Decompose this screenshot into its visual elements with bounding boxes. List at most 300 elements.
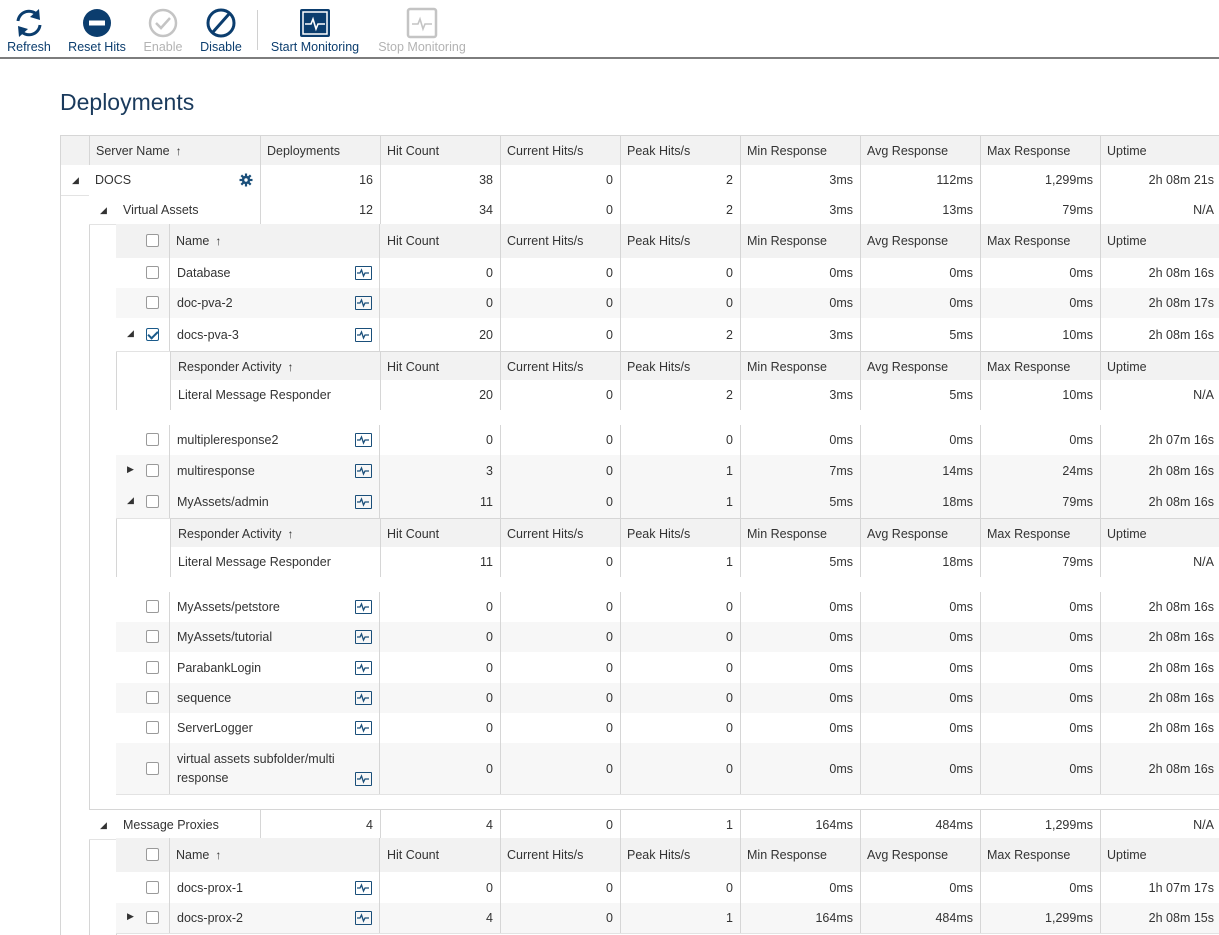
row-avg-response: 0ms xyxy=(860,592,981,622)
row-min-response: 0ms xyxy=(740,622,861,652)
row-hit-count: 4 xyxy=(380,903,501,933)
stop-monitoring-label: Stop Monitoring xyxy=(378,40,466,54)
row-name: MyAssets/admin xyxy=(177,495,269,509)
row-min-response: 0ms xyxy=(740,743,861,794)
row-name: docs-prox-1 xyxy=(177,880,243,895)
monitor-icon[interactable] xyxy=(355,495,372,509)
row-checkbox[interactable] xyxy=(146,328,159,341)
current-hits-header[interactable]: Current Hits/s xyxy=(500,838,621,872)
row-name-cell xyxy=(169,683,380,713)
row-peak-hits: 0 xyxy=(620,743,741,794)
row-checkbox[interactable] xyxy=(146,661,159,674)
min-response-header[interactable]: Min Response xyxy=(740,136,861,165)
monitor-icon[interactable] xyxy=(355,433,372,447)
row-min-response: 3ms xyxy=(740,318,861,351)
virtual-assets-name-cell xyxy=(89,195,261,224)
row-max-response: 0ms xyxy=(980,592,1101,622)
server-min-response: 3ms xyxy=(740,165,861,195)
server-name: DOCS xyxy=(95,173,132,187)
collapse-triangle-icon[interactable]: ◢ xyxy=(72,175,79,185)
name-header[interactable] xyxy=(169,838,380,872)
responder-uptime: N/A xyxy=(1193,555,1214,569)
gear-icon[interactable] xyxy=(239,173,253,187)
mp-uptime: N/A xyxy=(1193,817,1214,832)
row-current-hits: 0 xyxy=(500,622,621,652)
disable-label: Disable xyxy=(200,40,242,54)
row-current-hits: 0 xyxy=(500,683,621,713)
monitor-icon[interactable] xyxy=(355,296,372,310)
row-select-cell xyxy=(116,872,170,903)
max-response-header[interactable]: Max Response xyxy=(980,838,1101,872)
responder-avg-response: 5ms xyxy=(860,380,981,410)
disable-button[interactable] xyxy=(198,6,244,56)
row-avg-response: 0ms xyxy=(860,713,981,743)
virtual-assets-label: Virtual Assets xyxy=(123,202,199,217)
responder-min-response-header[interactable]: Min Response xyxy=(740,519,861,548)
responder-min-response-header[interactable]: Min Response xyxy=(740,352,861,381)
uptime-header[interactable]: Uptime xyxy=(1107,143,1147,158)
row-min-response: 0ms xyxy=(740,258,861,288)
row-name-cell xyxy=(169,872,380,903)
asset-row[interactable] xyxy=(116,592,1219,623)
server-uptime: 2h 08m 21s xyxy=(1148,173,1214,187)
asset-row[interactable] xyxy=(116,486,1219,519)
server-row[interactable] xyxy=(61,165,1219,196)
server-hit-count: 38 xyxy=(380,165,501,195)
select-all-cell xyxy=(116,838,170,872)
row-hit-count: 3 xyxy=(380,455,501,486)
monitor-off-icon xyxy=(405,6,439,40)
row-name-cell xyxy=(169,652,380,683)
start-monitoring-label: Start Monitoring xyxy=(270,40,360,54)
row-peak-hits: 1 xyxy=(620,455,741,486)
server-max-response: 1,299ms xyxy=(980,165,1101,195)
responder-uptime-header[interactable]: Uptime xyxy=(1107,526,1147,541)
stop-monitoring-button[interactable] xyxy=(375,6,469,56)
va-avg-response: 13ms xyxy=(860,195,981,224)
row-max-response: 0ms xyxy=(980,622,1101,652)
va-max-response: 79ms xyxy=(980,195,1101,224)
va-peak-hits: 2 xyxy=(620,195,741,224)
asset-row[interactable] xyxy=(116,318,1219,352)
select-all-cell xyxy=(116,224,170,258)
row-uptime: 2h 08m 16s xyxy=(1148,600,1214,614)
asset-row[interactable] xyxy=(116,288,1219,319)
peak-hits-header[interactable]: Peak Hits/s xyxy=(620,224,741,258)
asset-row[interactable] xyxy=(116,652,1219,684)
asset-row[interactable] xyxy=(116,258,1219,289)
uptime-header[interactable]: Uptime xyxy=(1107,234,1147,248)
row-checkbox[interactable] xyxy=(146,691,159,704)
avg-response-header[interactable]: Avg Response xyxy=(860,136,981,165)
min-response-header[interactable]: Min Response xyxy=(740,838,861,872)
row-select-cell xyxy=(116,903,170,933)
row-name-cell xyxy=(169,903,380,933)
responder-uptime-header[interactable]: Uptime xyxy=(1107,359,1147,374)
responder-activity-header-label: Responder Activity xyxy=(178,359,282,374)
row-hit-count: 0 xyxy=(380,622,501,652)
row-peak-hits: 0 xyxy=(620,592,741,622)
row-uptime: 2h 08m 16s xyxy=(1148,630,1214,644)
row-avg-response: 0ms xyxy=(860,425,981,455)
avg-response-header[interactable]: Avg Response xyxy=(860,838,981,872)
responder-activity-header[interactable] xyxy=(170,519,381,548)
row-current-hits: 0 xyxy=(500,425,621,455)
responder-row[interactable] xyxy=(170,380,1219,411)
proxy-row[interactable] xyxy=(116,903,1219,934)
refresh-icon xyxy=(12,6,46,40)
row-max-response: 0ms xyxy=(980,258,1101,288)
row-uptime: 2h 08m 17s xyxy=(1148,296,1214,310)
row-name-cell xyxy=(169,486,380,518)
row-current-hits: 0 xyxy=(500,592,621,622)
row-peak-hits: 0 xyxy=(620,258,741,288)
row-peak-hits: 1 xyxy=(620,486,741,518)
row-current-hits: 0 xyxy=(500,258,621,288)
responder-avg-response: 18ms xyxy=(860,547,981,577)
row-name: MyAssets/petstore xyxy=(177,600,280,614)
responder-hit-count-header[interactable]: Hit Count xyxy=(380,519,501,548)
row-select-cell xyxy=(116,683,170,713)
monitor-icon[interactable] xyxy=(355,772,372,786)
server-name-header[interactable] xyxy=(89,136,261,165)
max-response-header[interactable]: Max Response xyxy=(980,224,1101,258)
va-min-response: 3ms xyxy=(740,195,861,224)
uptime-header[interactable]: Uptime xyxy=(1107,848,1147,862)
row-uptime: 2h 08m 16s xyxy=(1148,660,1214,675)
row-name-cell xyxy=(169,288,380,318)
row-select-cell xyxy=(116,258,170,288)
server-name-header-label: Server Name xyxy=(96,143,170,158)
row-uptime: 2h 08m 16s xyxy=(1148,691,1214,705)
row-name-cell xyxy=(169,622,380,652)
reset-hits-button[interactable] xyxy=(66,6,128,56)
row-min-response: 0ms xyxy=(740,713,861,743)
row-name: doc-pva-2 xyxy=(177,296,233,310)
detail-spacer xyxy=(116,577,1219,593)
row-checkbox[interactable] xyxy=(146,600,159,613)
server-current-hits: 0 xyxy=(500,165,621,195)
monitor-icon[interactable] xyxy=(355,600,372,614)
row-avg-response: 18ms xyxy=(860,486,981,518)
monitor-icon[interactable] xyxy=(355,911,372,925)
virtual-assets-group-row[interactable] xyxy=(89,195,1219,225)
row-peak-hits: 0 xyxy=(620,652,741,683)
row-hit-count: 0 xyxy=(380,288,501,318)
server-peak-hits: 2 xyxy=(620,165,741,195)
current-hits-header[interactable]: Current Hits/s xyxy=(500,224,621,258)
responder-current-hits: 0 xyxy=(500,380,621,410)
row-name: multipleresponse2 xyxy=(177,433,279,447)
row-name: ServerLogger xyxy=(177,721,253,735)
responder-header-row xyxy=(170,518,1219,549)
row-max-response: 0ms xyxy=(980,288,1101,318)
asset-row[interactable] xyxy=(116,622,1219,653)
monitor-icon[interactable] xyxy=(355,328,372,342)
refresh-label: Refresh xyxy=(7,40,51,54)
sort-asc-icon: ↑ xyxy=(175,143,182,158)
name-header-label: Name xyxy=(176,848,210,862)
row-checkbox[interactable] xyxy=(146,266,159,279)
select-all-checkbox[interactable] xyxy=(146,848,159,861)
mp-hit-count: 4 xyxy=(380,810,501,839)
proxy-header-row xyxy=(116,838,1219,873)
peak-hits-header[interactable]: Peak Hits/s xyxy=(620,136,741,165)
hit-count-header[interactable]: Hit Count xyxy=(380,838,501,872)
row-checkbox[interactable] xyxy=(146,464,159,477)
row-checkbox[interactable] xyxy=(146,433,159,446)
row-hit-count: 0 xyxy=(380,713,501,743)
monitor-icon[interactable] xyxy=(355,630,372,644)
asset-row[interactable] xyxy=(116,455,1219,487)
min-response-header[interactable]: Min Response xyxy=(740,224,861,258)
expand-triangle-icon[interactable]: ▶ xyxy=(127,463,134,474)
name-header[interactable] xyxy=(169,224,380,258)
asset-row[interactable] xyxy=(116,743,1219,795)
row-uptime: 2h 08m 16s xyxy=(1148,761,1214,776)
collapse-triangle-icon[interactable]: ◢ xyxy=(127,495,134,505)
row-name: docs-prox-2 xyxy=(177,911,243,925)
row-name: ParabankLogin xyxy=(177,660,262,675)
responder-header-row xyxy=(170,351,1219,382)
responder-hit-count: 20 xyxy=(380,380,501,410)
responder-hit-count-header[interactable]: Hit Count xyxy=(380,352,501,381)
row-current-hits: 0 xyxy=(500,455,621,486)
row-avg-response: 14ms xyxy=(860,455,981,486)
responder-uptime: N/A xyxy=(1193,388,1214,402)
row-current-hits: 0 xyxy=(500,652,621,683)
sort-asc-icon: ↑ xyxy=(215,848,222,862)
detail-spacer xyxy=(116,410,1219,426)
row-avg-response: 0ms xyxy=(860,652,981,683)
row-name: virtual assets subfolder/multi response xyxy=(177,751,335,785)
mp-current-hits: 0 xyxy=(500,810,621,839)
row-peak-hits: 0 xyxy=(620,288,741,318)
current-hits-header[interactable]: Current Hits/s xyxy=(500,136,621,165)
avg-response-header[interactable]: Avg Response xyxy=(860,224,981,258)
responder-current-hits-header[interactable]: Current Hits/s xyxy=(500,352,621,381)
responder-peak-hits: 2 xyxy=(620,380,741,410)
row-name-cell xyxy=(169,592,380,622)
row-name-cell xyxy=(169,258,380,288)
asset-header-row xyxy=(116,224,1219,259)
row-uptime: 1h 07m 17s xyxy=(1148,880,1214,895)
proxy-row[interactable] xyxy=(116,872,1219,904)
row-hit-count: 0 xyxy=(380,743,501,794)
asset-row[interactable] xyxy=(116,425,1219,456)
monitor-icon[interactable] xyxy=(355,266,372,280)
row-checkbox[interactable] xyxy=(146,762,159,775)
row-name-cell xyxy=(169,425,380,455)
monitor-icon xyxy=(298,6,332,40)
asset-row[interactable] xyxy=(116,713,1219,744)
va-current-hits: 0 xyxy=(500,195,621,224)
sort-asc-icon: ↑ xyxy=(287,359,294,374)
select-all-checkbox[interactable] xyxy=(146,234,159,247)
row-uptime: 2h 08m 15s xyxy=(1148,911,1214,925)
row-checkbox[interactable] xyxy=(146,296,159,309)
server-name-cell xyxy=(61,165,261,195)
row-max-response: 0ms xyxy=(980,425,1101,455)
responder-min-response: 3ms xyxy=(740,380,861,410)
enable-button[interactable] xyxy=(141,6,185,56)
row-checkbox[interactable] xyxy=(146,721,159,734)
max-response-header[interactable]: Max Response xyxy=(980,136,1101,165)
row-avg-response: 0ms xyxy=(860,872,981,903)
row-checkbox[interactable] xyxy=(146,495,159,508)
toolbar-separator xyxy=(257,10,258,50)
row-avg-response: 0ms xyxy=(860,683,981,713)
refresh-button[interactable] xyxy=(5,6,53,56)
server-header-row xyxy=(61,136,1219,166)
row-avg-response: 0ms xyxy=(860,288,981,318)
expand-col-header xyxy=(61,136,90,165)
row-current-hits: 0 xyxy=(500,743,621,794)
sort-asc-icon: ↑ xyxy=(215,234,222,248)
row-current-hits: 0 xyxy=(500,903,621,933)
row-uptime: 2h 08m 16s xyxy=(1148,721,1214,735)
responder-current-hits: 0 xyxy=(500,547,621,577)
row-max-response: 0ms xyxy=(980,652,1101,683)
row-select-cell xyxy=(116,713,170,743)
row-select-cell xyxy=(116,622,170,652)
row-min-response: 0ms xyxy=(740,425,861,455)
row-min-response: 0ms xyxy=(740,288,861,318)
responder-min-response: 5ms xyxy=(740,547,861,577)
responder-activity-header-label: Responder Activity xyxy=(178,526,282,541)
monitor-icon[interactable] xyxy=(355,691,372,705)
responder-max-response-header[interactable]: Max Response xyxy=(980,352,1101,381)
row-name: multiresponse xyxy=(177,463,255,478)
row-current-hits: 0 xyxy=(500,486,621,518)
collapse-triangle-icon[interactable]: ◢ xyxy=(100,820,107,830)
row-max-response: 24ms xyxy=(980,455,1101,486)
row-uptime: 2h 07m 16s xyxy=(1148,433,1214,447)
row-current-hits: 0 xyxy=(500,288,621,318)
monitor-icon[interactable] xyxy=(355,661,372,675)
row-max-response: 1,299ms xyxy=(980,903,1101,933)
block-icon xyxy=(204,6,238,40)
va-uptime: N/A xyxy=(1193,202,1214,217)
row-select-cell xyxy=(116,288,170,318)
row-min-response: 5ms xyxy=(740,486,861,518)
row-avg-response: 0ms xyxy=(860,622,981,652)
peak-hits-header[interactable]: Peak Hits/s xyxy=(620,838,741,872)
monitor-icon[interactable] xyxy=(355,464,372,478)
hit-count-header[interactable]: Hit Count xyxy=(380,224,501,258)
responder-peak-hits-header[interactable]: Peak Hits/s xyxy=(620,519,741,548)
mp-avg-response: 484ms xyxy=(860,810,981,839)
responder-avg-response-header[interactable]: Avg Response xyxy=(860,519,981,548)
responder-max-response: 79ms xyxy=(980,547,1101,577)
expand-triangle-icon[interactable]: ▶ xyxy=(127,911,134,921)
minus-circle-icon xyxy=(80,6,114,40)
row-select-cell xyxy=(116,743,170,794)
row-avg-response: 0ms xyxy=(860,258,981,288)
message-proxies-group-row[interactable] xyxy=(89,809,1219,840)
row-hit-count: 0 xyxy=(380,683,501,713)
row-hit-count: 0 xyxy=(380,872,501,903)
row-avg-response: 5ms xyxy=(860,318,981,351)
row-checkbox[interactable] xyxy=(146,911,159,924)
responder-current-hits-header[interactable]: Current Hits/s xyxy=(500,519,621,548)
reset-hits-label: Reset Hits xyxy=(68,40,126,54)
responder-avg-response-header[interactable]: Avg Response xyxy=(860,352,981,381)
row-checkbox[interactable] xyxy=(146,881,159,894)
responder-activity-header[interactable] xyxy=(170,352,381,381)
row-uptime: 2h 08m 16s xyxy=(1148,327,1214,342)
mp-min-response: 164ms xyxy=(740,810,861,839)
row-peak-hits: 2 xyxy=(620,318,741,351)
row-max-response: 0ms xyxy=(980,743,1101,794)
monitor-icon[interactable] xyxy=(355,881,372,895)
mp-deployments: 4 xyxy=(260,810,381,839)
responder-row[interactable] xyxy=(170,547,1219,578)
va-hit-count: 34 xyxy=(380,195,501,224)
sort-asc-icon: ↑ xyxy=(287,526,294,541)
monitor-icon[interactable] xyxy=(355,721,372,735)
responder-hit-count: 11 xyxy=(380,547,501,577)
row-max-response: 0ms xyxy=(980,683,1101,713)
row-peak-hits: 0 xyxy=(620,425,741,455)
row-name-cell xyxy=(169,743,380,794)
responder-peak-hits-header[interactable]: Peak Hits/s xyxy=(620,352,741,381)
responder-max-response-header[interactable]: Max Response xyxy=(980,519,1101,548)
row-hit-count: 0 xyxy=(380,652,501,683)
row-min-response: 0ms xyxy=(740,872,861,903)
row-name: MyAssets/tutorial xyxy=(177,630,273,644)
server-avg-response: 112ms xyxy=(860,165,981,195)
toolbar xyxy=(0,0,1219,59)
row-min-response: 164ms xyxy=(740,903,861,933)
row-avg-response: 484ms xyxy=(860,903,981,933)
row-name: docs-pva-3 xyxy=(177,327,239,342)
mp-max-response: 1,299ms xyxy=(980,810,1101,839)
collapse-triangle-icon[interactable]: ◢ xyxy=(127,327,134,338)
row-select-cell xyxy=(116,592,170,622)
page-title: Deployments xyxy=(60,89,195,115)
responder-peak-hits: 1 xyxy=(620,547,741,577)
row-peak-hits: 0 xyxy=(620,622,741,652)
row-name-cell xyxy=(169,455,380,486)
row-current-hits: 0 xyxy=(500,872,621,903)
row-name-cell xyxy=(169,713,380,743)
row-min-response: 0ms xyxy=(740,683,861,713)
row-checkbox[interactable] xyxy=(146,630,159,643)
deployments-header[interactable]: Deployments xyxy=(260,136,381,165)
row-select-cell xyxy=(116,652,170,683)
collapse-triangle-icon[interactable]: ◢ xyxy=(100,205,107,215)
va-deployments: 12 xyxy=(260,195,381,224)
message-proxies-name-cell xyxy=(89,810,261,839)
name-header-label: Name xyxy=(176,234,210,248)
row-name-cell xyxy=(169,318,380,351)
row-peak-hits: 0 xyxy=(620,683,741,713)
hit-count-header[interactable]: Hit Count xyxy=(380,136,501,165)
row-name: sequence xyxy=(177,691,232,705)
asset-row[interactable] xyxy=(116,683,1219,714)
message-proxies-label: Message Proxies xyxy=(123,817,219,832)
enable-label: Enable xyxy=(143,40,183,54)
start-monitoring-button[interactable] xyxy=(268,6,362,56)
row-current-hits: 0 xyxy=(500,713,621,743)
row-min-response: 0ms xyxy=(740,652,861,683)
row-max-response: 0ms xyxy=(980,872,1101,903)
responder-max-response: 10ms xyxy=(980,380,1101,410)
check-circle-icon xyxy=(146,6,180,40)
row-name: Database xyxy=(177,266,231,280)
row-max-response: 79ms xyxy=(980,486,1101,518)
